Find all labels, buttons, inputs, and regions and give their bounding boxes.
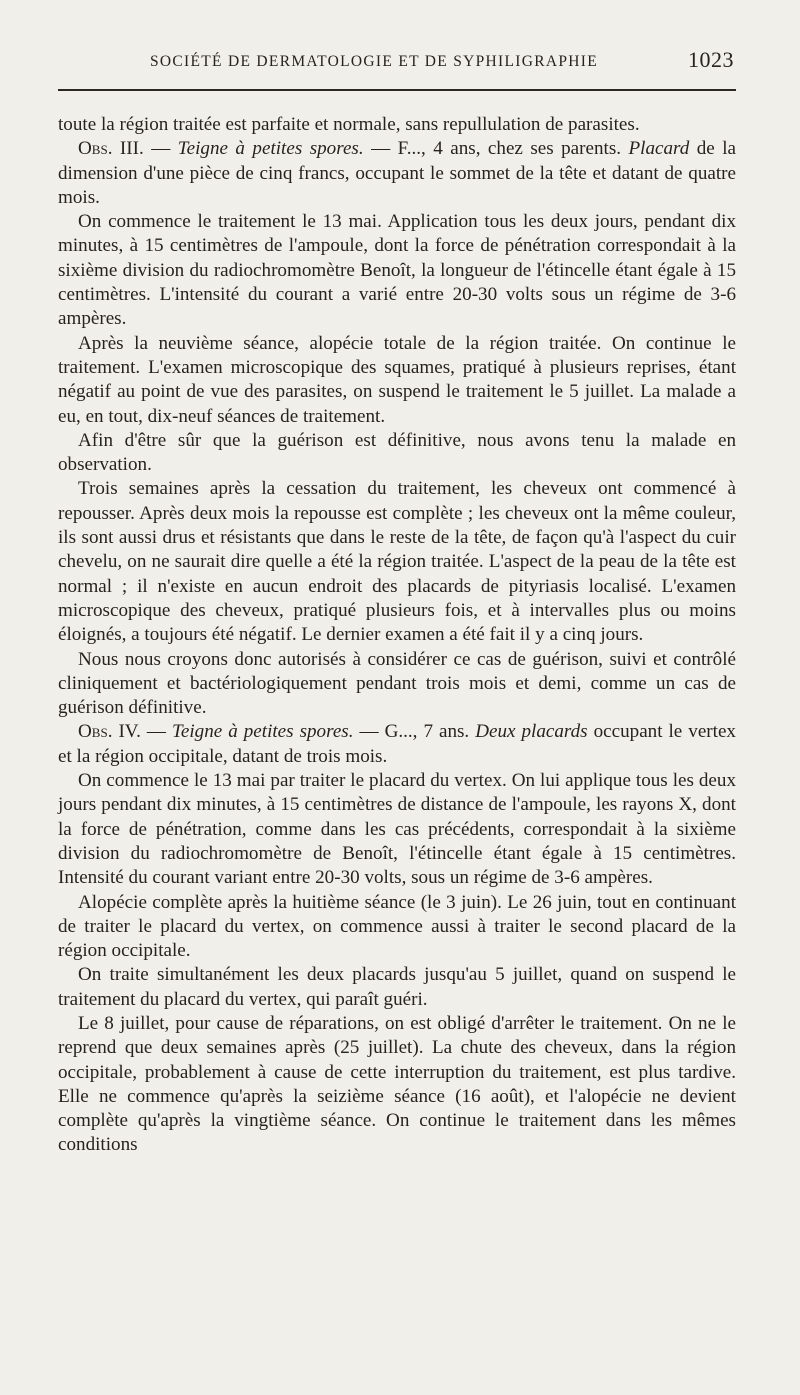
obs-term: Deux placards [475,721,588,743]
paragraph-continuation: toute la région traitée est parfaite et normale, sans repullulation de parasites. [58,114,640,135]
running-head-title: SOCIÉTÉ DE DERMATOLOGIE ET DE SYPHILIGRAPHIE [150,53,598,70]
paragraph: Le 8 juillet, pour cause de réparations, on est obligé d'arrêter le traitement. On ne le reprend que deux semaines après (25 juillet). La chute des cheveux, dans la région occipitale, probablement à cause de cette interruption du traitement, est plus tardive. Elle ne commence qu'après la seizième séance (16 août), et l'alopécie ne devient complète qu'après la vingtième séance. On continue le traitement dans les mêmes conditions [58,1012,736,1156]
paragraph: Trois semaines après la cessation du traitement, les cheveux ont commencé à repousser. Après deux mois la repousse est complète ; les cheveux ont la même couleur, ils sont aussi drus et résistants que dans le reste de la tête, de façon qu'à l'aspect du cuir chevelu, on ne saurait dire quelle a été la région traitée. L'aspect de la peau de la tête est normal ; il n'existe en aucun endroit des placards de pityriasis localisé. L'examen microscopique des cheveux, pratiqué plusieurs fois, et à intervalles plus ou moins éloignés, a toujours été négatif. Le dernier examen a été fait il y a cinq jours. [58,478,736,646]
obs-label: Obs. III. [78,138,144,160]
obs-description: — F..., 4 ans, chez ses parents. [363,138,629,160]
paragraph: On commence le 13 mai par traiter le placard du vertex. On lui applique tous les deux jours pendant dix minutes, à 15 centimètres de distance de l'ampoule, les rayons X, dont la force de pénétration, comme dans les cas précédents, correspondait à la sixième division du radiochromomètre de Benoît, l'étincelle étant égale à 15 centimètres. Intensité du courant variant entre 20-30 volts, sous un régime de 3-6 ampères. [58,770,736,889]
body-text [58,113,736,1158]
page-number: 1023 [688,47,734,72]
obs-title: Teigne à petites spores. [177,138,364,160]
obs-term: Placard [628,138,690,160]
paragraph: Alopécie complète après la huitième séance (le 3 juin). Le 26 juin, tout en continuant de traiter le placard du vertex, on commence aussi à traiter le second placard de la région occipitale. [58,891,736,962]
obs-description-end: occupant le vertex et la région occipitale, datant de trois mois. [58,721,736,767]
obs-dash: — [143,138,178,160]
paragraph: Nous nous croyons donc autorisés à considérer ce cas de guérison, suivi et contrôlé cliniquement et bactériologiquement pendant trois mois et demi, comme un cas de guérison définitive. [58,648,736,719]
paragraph: On commence le traitement le 13 mai. Application tous les deux jours, pendant dix minutes, à 15 centimètres de l'ampoule, dont la force de pénétration correspondait à la sixième division du radiochromomètre Benoît, la longueur de l'étincelle étant égale à 15 centimètres. L'intensité du courant a varié entre 20-30 volts sous un régime de 3-6 ampères. [58,211,736,330]
running-head [58,45,736,79]
paragraph-obs-3-heading [58,137,736,210]
obs-label: Obs. IV. [78,721,141,743]
paragraph: On traite simultanément les deux placards jusqu'au 5 juillet, quand on suspend le traitement du placard du vertex, qui paraît guéri. [58,964,736,1010]
header-rule [58,89,736,91]
obs-title: Teigne à petites spores. [172,721,354,743]
obs-description: — G..., 7 ans. [353,721,476,743]
paragraph: Afin d'être sûr que la guérison est définitive, nous avons tenu la malade en observation. [58,429,736,476]
paragraph-obs-4-heading [58,720,736,769]
obs-description-end: de la dimension d'une pièce de cinq francs, occupant le sommet de la tête et datant de quatre mois. [58,138,736,208]
obs-dash: — [140,721,172,743]
paragraph: Après la neuvième séance, alopécie totale de la région traitée. On continue le traitement. L'examen microscopique des squames, pratiqué à plusieurs reprises, étant négatif au point de vue des parasites, on suspend le traitement le 5 juillet. La malade a eu, en tout, dix-neuf séances de traitement. [58,332,736,427]
